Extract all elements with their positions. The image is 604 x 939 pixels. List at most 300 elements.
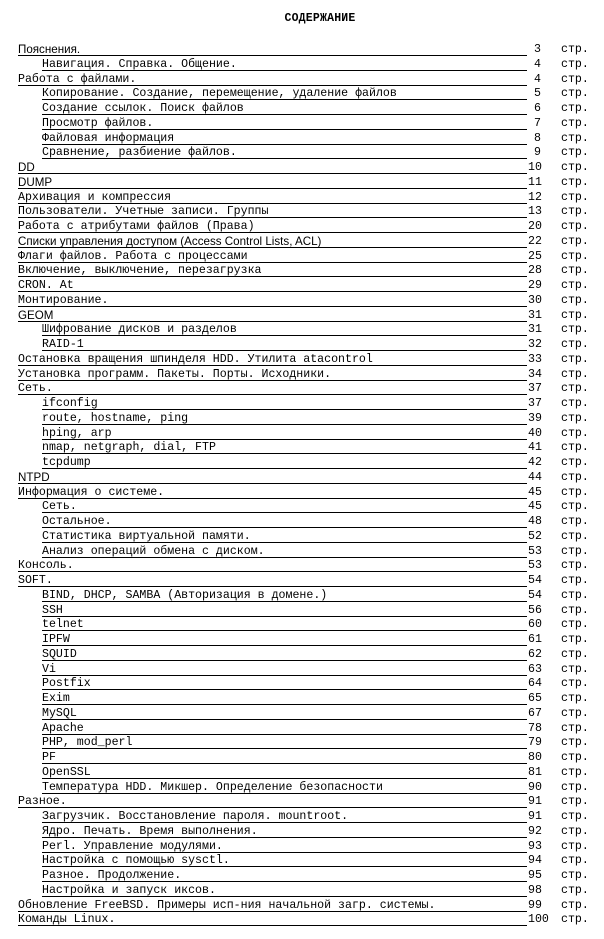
toc-entry-title: SSH — [42, 603, 63, 617]
toc-entry-leader-line — [42, 648, 527, 661]
toc-entry-page-unit: стр. — [561, 426, 589, 440]
toc-entry-page-unit: стр. — [561, 87, 589, 101]
toc-entry-page-number: 79 — [528, 736, 542, 750]
toc-entry-leader-line — [18, 73, 527, 86]
toc-entry-page-number: 80 — [528, 751, 542, 764]
toc-entry[interactable] — [18, 397, 592, 412]
toc-entry-leader-line — [42, 117, 527, 130]
toc-entry-leader-line — [42, 766, 527, 779]
toc-entry-title: Ядро. Печать. Время выполнения. — [42, 824, 258, 838]
toc-entry-leader-line — [42, 854, 527, 867]
toc-entry-page-number: 94 — [528, 854, 542, 868]
toc-entry[interactable] — [18, 722, 592, 737]
toc-entry-page-unit: стр. — [561, 72, 589, 86]
toc-entry[interactable] — [18, 441, 592, 456]
toc-entry[interactable] — [18, 279, 592, 294]
toc-entry-page-unit: стр. — [561, 751, 589, 764]
toc-entry-leader-line — [42, 692, 527, 705]
toc-entry-page-number: 37 — [528, 382, 542, 396]
toc-entry-page-unit: стр. — [561, 574, 589, 587]
toc-entry-title: Монтирование. — [18, 293, 109, 307]
toc-entry-page-unit: стр. — [561, 662, 589, 676]
toc-entry-title: Файловая информация — [42, 131, 175, 145]
toc-entry-page-number: 100 — [528, 913, 549, 927]
toc-entry-page-number: 53 — [528, 544, 542, 558]
toc-entry-leader-line — [42, 515, 527, 528]
toc-entry-title: MySQL — [42, 706, 77, 720]
toc-entry-leader-line — [18, 309, 527, 322]
toc-entry[interactable] — [18, 412, 592, 427]
toc-entry-title: NTPD — [18, 470, 50, 484]
toc-entry-page-number: 11 — [528, 175, 542, 189]
toc-entry-title: Vi — [42, 662, 56, 676]
toc-entry-leader-line — [42, 87, 527, 100]
toc-entry-page-unit: стр. — [561, 810, 589, 823]
toc-entry[interactable] — [18, 427, 592, 442]
toc-entry-page-unit: стр. — [561, 382, 589, 396]
toc-entry-page-number: 4 — [534, 72, 541, 86]
toc-entry-page-number: 63 — [528, 662, 542, 676]
toc-entry[interactable] — [18, 87, 592, 102]
toc-entry[interactable] — [18, 191, 592, 206]
toc-entry[interactable] — [18, 220, 592, 235]
toc-entry-title: Команды Linux. — [18, 913, 116, 927]
toc-entry[interactable] — [18, 205, 592, 220]
toc-entry-leader-line — [42, 132, 527, 145]
toc-entry-leader-line — [42, 722, 527, 735]
toc-entry-page-number: 31 — [528, 323, 542, 337]
toc-entry-leader-line — [18, 913, 527, 926]
toc-entry[interactable] — [18, 146, 592, 161]
toc-entry-leader-line — [42, 781, 527, 794]
toc-entry-page-unit: стр. — [561, 898, 589, 912]
toc-entry-leader-line — [18, 899, 527, 912]
toc-entry-page-number: 93 — [528, 839, 542, 853]
toc-entry[interactable] — [18, 515, 592, 530]
toc-entry-page-number: 45 — [528, 500, 542, 514]
toc-entry[interactable] — [18, 486, 592, 501]
toc-entry-page-number: 54 — [528, 588, 542, 602]
toc-entry-page-number: 45 — [528, 485, 542, 499]
toc-entry-page-unit: стр. — [561, 249, 589, 263]
toc-entry[interactable] — [18, 309, 592, 324]
toc-entry[interactable] — [18, 176, 592, 191]
toc-entry-title: GEOM — [18, 308, 54, 322]
toc-entry-leader-line — [18, 191, 527, 204]
toc-entry-page-number: 99 — [528, 898, 542, 912]
toc-entry[interactable] — [18, 382, 592, 397]
toc-entry-leader-line — [18, 368, 527, 381]
toc-entry-page-number: 40 — [528, 426, 542, 440]
toc-entry-title: Exim — [42, 692, 70, 705]
toc-entry-title: Настройка с помощью sysctl. — [42, 854, 230, 868]
toc-entry-leader-line — [18, 250, 527, 263]
toc-entry-page-unit: стр. — [561, 618, 589, 632]
toc-entry-page-unit: стр. — [561, 603, 589, 617]
toc-entry-title: Анализ операций обмена с диском. — [42, 544, 265, 558]
toc-entry-leader-line — [18, 486, 527, 499]
toc-entry-title: DD — [18, 161, 35, 174]
toc-entry-page-unit: стр. — [561, 677, 589, 691]
toc-entry-leader-line — [42, 456, 527, 469]
toc-entry-page-unit: стр. — [561, 780, 589, 794]
toc-entry-page-unit: стр. — [561, 146, 589, 160]
toc-entry-leader-line — [18, 220, 527, 233]
toc-entry-page-unit: стр. — [561, 913, 589, 927]
toc-entry-page-unit: стр. — [561, 234, 589, 248]
toc-entry-title: PF — [42, 751, 56, 764]
toc-entry-page-unit: стр. — [561, 367, 589, 381]
toc-entry-page-number: 64 — [528, 677, 542, 691]
toc-entry-page-number: 37 — [528, 397, 542, 410]
toc-entry-page-number: 42 — [528, 456, 542, 469]
toc-entry-page-unit: стр. — [561, 323, 589, 337]
toc-entry-page-number: 13 — [528, 205, 542, 219]
toc-entry-title: BIND, DHCP, SAMBA (Авторизация в домене.) — [42, 588, 328, 602]
toc-entry-page-unit: стр. — [561, 57, 589, 71]
toc-entry-page-number: 92 — [528, 824, 542, 838]
toc-entry-title: OpenSSL — [42, 765, 91, 779]
toc-entry-title: Включение, выключение, перезагрузка — [18, 264, 262, 278]
toc-entry-page-number: 22 — [528, 234, 542, 248]
toc-entry-page-number: 20 — [528, 220, 542, 233]
toc-entry-page-unit: стр. — [561, 293, 589, 307]
toc-entry-title: Создание ссылок. Поиск файлов — [42, 102, 244, 115]
toc-entry-page-unit: стр. — [561, 308, 589, 322]
toc-entry[interactable] — [18, 736, 592, 751]
toc-entry[interactable] — [18, 353, 592, 368]
toc-entry[interactable] — [18, 250, 592, 265]
toc-entry-title: nmap, netgraph, dial, FTP — [42, 441, 216, 455]
toc-entry[interactable] — [18, 751, 592, 766]
toc-entry-title: Флаги файлов. Работа с процессами — [18, 249, 248, 263]
toc-entry-page-unit: стр. — [561, 456, 589, 469]
toc-entry[interactable] — [18, 604, 592, 619]
toc-entry-page-number: 7 — [534, 116, 541, 130]
toc-entry-page-unit: стр. — [561, 264, 589, 278]
toc-entry-leader-line — [42, 707, 527, 720]
toc-entry-page-number: 78 — [528, 721, 542, 735]
toc-entry-page-number: 54 — [528, 574, 542, 587]
toc-entry-title: Установка программ. Пакеты. Порты. Исходники. — [18, 367, 332, 381]
toc-entry-leader-line — [42, 146, 527, 159]
toc-entry-page-unit: стр. — [561, 515, 589, 528]
toc-entry-page-number: 41 — [528, 441, 542, 455]
toc-entry[interactable] — [18, 43, 592, 58]
toc-entry[interactable] — [18, 323, 592, 338]
toc-entry-title: Работа с атрибутами файлов (Права) — [18, 220, 255, 233]
toc-entry[interactable] — [18, 913, 592, 928]
toc-entry-title: RAID-1 — [42, 338, 84, 351]
toc-entry[interactable] — [18, 338, 592, 353]
toc-entry[interactable] — [18, 618, 592, 633]
toc-entry-leader-line — [42, 751, 527, 764]
toc-entry[interactable] — [18, 825, 592, 840]
toc-entry-page-unit: стр. — [561, 161, 589, 174]
toc-entry-leader-line — [18, 205, 527, 218]
toc-entry-page-unit: стр. — [561, 692, 589, 705]
toc-entry[interactable] — [18, 648, 592, 663]
toc-entry-page-number: 53 — [528, 559, 542, 573]
toc-entry[interactable] — [18, 781, 592, 796]
toc-entry-title: Информация о системе. — [18, 485, 165, 499]
toc-entry-page-unit: стр. — [561, 824, 589, 838]
toc-entry-page-unit: стр. — [561, 500, 589, 514]
toc-entry[interactable] — [18, 58, 592, 73]
toc-entry[interactable] — [18, 869, 592, 884]
toc-entry[interactable] — [18, 854, 592, 869]
toc-entry-page-unit: стр. — [561, 647, 589, 661]
toc-entry-page-unit: стр. — [561, 338, 589, 351]
toc-entry-title: Температура HDD. Микшер. Определение безопасности — [42, 780, 383, 794]
toc-entry-title: Postfix — [42, 677, 91, 691]
toc-entry[interactable] — [18, 574, 592, 589]
toc-entry-title: DUMP — [18, 175, 53, 189]
toc-entry-page-number: 62 — [528, 647, 542, 661]
toc-entry-title: Списки управления доступом (Access Control Lists, ACL) — [18, 234, 322, 248]
toc-entry-page-number: 8 — [534, 131, 541, 145]
toc-entry-page-unit: стр. — [561, 205, 589, 219]
toc-entry-page-unit: стр. — [561, 559, 589, 573]
toc-entry[interactable] — [18, 264, 592, 279]
toc-entry[interactable] — [18, 840, 592, 855]
toc-entry-leader-line — [18, 161, 527, 174]
toc-entry[interactable] — [18, 677, 592, 692]
toc-entry-page-number: 61 — [528, 633, 542, 646]
toc-entry[interactable] — [18, 368, 592, 383]
toc-entry-title: Остановка вращения шпинделя HDD. Утилита atacontrol — [18, 352, 373, 366]
toc-entry-title: Остальное. — [42, 515, 112, 528]
toc-entry-page-number: 60 — [528, 618, 542, 632]
toc-entry[interactable] — [18, 294, 592, 309]
toc-entry-leader-line — [18, 176, 527, 189]
toc-entry-page-number: 90 — [528, 780, 542, 794]
toc-entry[interactable] — [18, 456, 592, 471]
toc-entry-title: telnet — [42, 618, 84, 632]
toc-entry[interactable] — [18, 899, 592, 914]
toc-entry-leader-line — [42, 618, 527, 631]
toc-entry-title: Архивация и компрессия — [18, 190, 172, 204]
toc-entry-page-unit: стр. — [561, 854, 589, 868]
toc-entry-leader-line — [18, 353, 527, 366]
toc-entry-title: Apache — [42, 721, 84, 735]
toc-entry-title: SOFT. — [18, 574, 53, 587]
toc-entry[interactable] — [18, 530, 592, 545]
toc-entry-leader-line — [42, 884, 527, 897]
toc-entry-title: hping, arp — [42, 426, 112, 440]
toc-entry-page-unit: стр. — [561, 839, 589, 853]
toc-entry-page-number: 12 — [528, 190, 542, 204]
toc-entry-page-number: 56 — [528, 603, 542, 617]
toc-entry-page-unit: стр. — [561, 765, 589, 779]
toc-entry-page-number: 81 — [528, 765, 542, 779]
toc-entry-title: Копирование. Создание, перемещение, удаление файлов — [42, 87, 397, 101]
toc-entry-leader-line — [42, 545, 527, 558]
toc-entry-page-unit: стр. — [561, 175, 589, 189]
toc-entry[interactable] — [18, 117, 592, 132]
toc-entry-leader-line — [42, 500, 527, 513]
toc-entry-page-number: 98 — [528, 883, 542, 897]
toc-entry-title: PHP, mod_perl — [42, 736, 133, 750]
toc-entry-page-unit: стр. — [561, 795, 589, 809]
page-title: СОДЕРЖАНИЕ — [284, 12, 356, 25]
toc-entry[interactable] — [18, 589, 592, 604]
toc-entry-title: Сеть. — [18, 382, 53, 396]
toc-entry-page-number: 25 — [528, 249, 542, 263]
toc-entry[interactable] — [18, 884, 592, 899]
table-of-contents — [18, 43, 592, 928]
toc-entry-page-number: 3 — [534, 43, 541, 56]
toc-entry-title: CRON. At — [18, 279, 74, 292]
toc-entry[interactable] — [18, 132, 592, 147]
toc-entry-title: tcpdump — [42, 456, 91, 469]
toc-entry-leader-line — [42, 825, 527, 838]
toc-entry-page-number: 5 — [534, 87, 541, 101]
toc-entry[interactable] — [18, 545, 592, 560]
toc-entry-leader-line — [18, 471, 527, 484]
toc-entry[interactable] — [18, 161, 592, 176]
toc-entry[interactable] — [18, 707, 592, 722]
toc-entry-title: Сеть. — [42, 500, 77, 514]
toc-entry-page-number: 91 — [528, 810, 542, 823]
toc-entry[interactable] — [18, 692, 592, 707]
toc-entry-leader-line — [42, 869, 527, 882]
toc-entry[interactable] — [18, 500, 592, 515]
toc-entry-title: Настройка и запуск иксов. — [42, 883, 216, 897]
toc-entry-page-number: 6 — [534, 102, 541, 115]
toc-entry[interactable] — [18, 633, 592, 648]
toc-entry-page-unit: стр. — [561, 883, 589, 897]
toc-entry-page-unit: стр. — [561, 411, 589, 425]
toc-entry-leader-line — [18, 382, 527, 395]
toc-entry-title: Разное. — [18, 795, 67, 809]
toc-entry-page-number: 91 — [528, 795, 542, 809]
toc-entry-leader-line — [42, 736, 527, 749]
toc-entry-leader-line — [42, 338, 527, 351]
toc-entry-leader-line — [18, 574, 527, 587]
toc-entry-title: Консоль. — [18, 559, 74, 573]
toc-entry-page-number: 29 — [528, 279, 542, 292]
toc-entry-page-number: 65 — [528, 692, 542, 705]
toc-entry-leader-line — [42, 810, 527, 823]
toc-entry-leader-line — [42, 677, 527, 690]
toc-entry-leader-line — [18, 294, 527, 307]
toc-entry-page-unit: стр. — [561, 131, 589, 145]
toc-entry-page-number: 33 — [528, 352, 542, 366]
toc-entry-page-unit: стр. — [561, 102, 589, 115]
toc-entry-title: Статистика виртуальной памяти. — [42, 529, 251, 543]
toc-entry-page-unit: стр. — [561, 220, 589, 233]
toc-entry-leader-line — [42, 441, 527, 454]
toc-entry-page-number: 28 — [528, 264, 542, 278]
toc-entry-leader-line — [42, 589, 527, 602]
toc-entry-page-number: 34 — [528, 367, 542, 381]
toc-entry-leader-line — [18, 264, 527, 277]
toc-entry-page-unit: стр. — [561, 588, 589, 602]
toc-entry-page-number: 44 — [528, 470, 542, 484]
toc-entry-page-number: 67 — [528, 706, 542, 720]
toc-entry-page-unit: стр. — [561, 721, 589, 735]
toc-entry-page-unit: стр. — [561, 544, 589, 558]
toc-entry-page-number: 30 — [528, 293, 542, 307]
toc-entry-leader-line — [42, 427, 527, 440]
toc-entry-leader-line — [42, 604, 527, 617]
toc-entry-leader-line — [42, 412, 527, 425]
toc-entry-page-unit: стр. — [561, 706, 589, 720]
toc-entry-page-unit: стр. — [561, 869, 589, 882]
toc-entry-leader-line — [18, 279, 527, 292]
toc-entry-leader-line — [18, 559, 527, 572]
toc-entry[interactable] — [18, 73, 592, 88]
toc-entry-leader-line — [18, 795, 527, 808]
toc-entry-page-number: 9 — [534, 146, 541, 160]
toc-entry-page-number: 48 — [528, 515, 542, 528]
toc-entry-page-number: 10 — [528, 161, 542, 174]
toc-entry-page-unit: стр. — [561, 352, 589, 366]
toc-entry-title: SQUID — [42, 647, 77, 661]
toc-entry[interactable] — [18, 663, 592, 678]
toc-entry-title: Пользователи. Учетные записи. Группы — [18, 205, 269, 219]
toc-entry-title: Разное. Продолжение. — [42, 869, 182, 882]
toc-entry-leader-line — [42, 102, 527, 115]
toc-entry-page-number: 31 — [528, 308, 542, 322]
toc-entry-page-number: 32 — [528, 338, 542, 351]
toc-entry-page-unit: стр. — [561, 43, 589, 56]
toc-entry-page-unit: стр. — [561, 190, 589, 204]
toc-entry-page-unit: стр. — [561, 397, 589, 410]
toc-entry-title: Пояснения. — [18, 43, 81, 56]
toc-entry-title: IPFW — [42, 633, 70, 646]
toc-entry[interactable] — [18, 810, 592, 825]
toc-entry-page-unit: стр. — [561, 736, 589, 750]
toc-entry-leader-line — [42, 530, 527, 543]
toc-entry-leader-line — [42, 840, 527, 853]
toc-entry[interactable] — [18, 102, 592, 117]
toc-entry[interactable] — [18, 795, 592, 810]
toc-entry-title: Загрузчик. Восстановление пароля. mountroot. — [42, 810, 349, 823]
toc-entry-leader-line — [42, 663, 527, 676]
toc-entry-title: Шифрование дисков и разделов — [42, 323, 237, 337]
toc-entry-title: Сравнение, разбиение файлов. — [42, 146, 237, 160]
toc-entry-title: Просмотр файлов. — [42, 116, 154, 130]
toc-entry[interactable] — [18, 235, 592, 250]
toc-entry-page-unit: стр. — [561, 529, 589, 543]
toc-entry-leader-line — [42, 58, 527, 71]
toc-entry-title: Обновление FreeBSD. Примеры исп-ния начальной загр. системы. — [18, 898, 436, 912]
toc-entry-title: Работа с файлами. — [18, 72, 137, 86]
toc-entry-title: route, hostname, ping — [42, 411, 189, 425]
toc-entry-leader-line — [42, 323, 527, 336]
toc-entry-page-unit: стр. — [561, 441, 589, 455]
toc-entry-leader-line — [18, 235, 527, 248]
toc-entry-page-number: 52 — [528, 529, 542, 543]
toc-entry-page-unit: стр. — [561, 633, 589, 646]
toc-entry-leader-line — [42, 633, 527, 646]
toc-entry-leader-line — [18, 43, 527, 56]
toc-entry[interactable] — [18, 766, 592, 781]
toc-entry-page-unit: стр. — [561, 470, 589, 484]
toc-entry-title: Навигация. Справка. Общение. — [42, 57, 237, 71]
toc-entry-page-unit: стр. — [561, 485, 589, 499]
toc-entry-title: Perl. Управление модулями. — [42, 839, 223, 853]
toc-entry-page-number: 95 — [528, 869, 542, 882]
toc-entry[interactable] — [18, 471, 592, 486]
toc-entry-leader-line — [42, 397, 527, 410]
toc-entry[interactable] — [18, 559, 592, 574]
toc-entry-page-number: 4 — [534, 57, 541, 71]
toc-entry-page-unit: стр. — [561, 279, 589, 292]
toc-entry-page-number: 39 — [528, 411, 542, 425]
